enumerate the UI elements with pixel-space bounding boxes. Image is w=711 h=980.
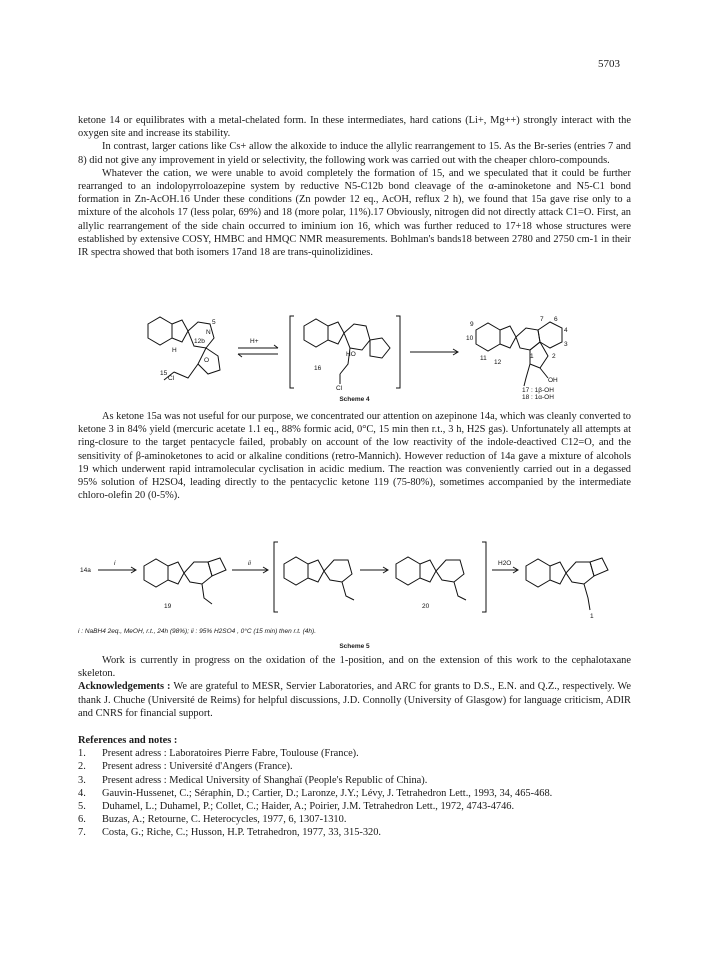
scheme-5 [78,538,631,650]
scheme-5-title: Scheme 5 [339,643,370,650]
reference-item [78,747,631,760]
reference-text: Present adress : Medical University of Shanghaï (People's Republic of China). [102,774,428,786]
s4-atom-6: 6 [554,316,558,323]
s4-atom-oh: OH [548,377,558,384]
s4-atom-10: 10 [466,335,474,342]
s4-atom-1: 1 [530,353,534,360]
s4-atom-cl: Cl [168,375,175,382]
scheme-5-drawing [78,538,631,620]
reference-number: 6. [78,814,86,826]
s4-label-16: 16 [314,365,322,372]
reference-item [78,787,631,800]
s4-atom-7: 7 [540,316,544,323]
reference-text: Gauvin-Hussenet, C.; Séraphin, D.; Cartier, D.; Laronze, J.Y.; Lévy, J. Tetrahedron Lett., 1993, 34, 465-468. [102,787,553,799]
acknowledgements [78,680,631,720]
s4-atom-ho: HO [346,351,356,358]
s5-start-label: 14a [80,567,91,574]
reference-number: 1. [78,748,86,760]
reference-text: Duhamel, L.; Duhamel, P.; Collet, C.; Haider, A.; Poirier, J.M. Tetrahedron Lett., 1972, 4743-4746. [102,801,515,813]
references-title: References and notes : [78,735,178,747]
s4-atom-h: H [172,347,177,354]
reference-number: 4. [78,787,86,799]
s5-label-1: 1 [590,613,594,620]
s5-label-20: 20 [422,603,430,610]
reference-text: Buzas, A.; Retourne, C. Heterocycles, 1977, 6, 1307-1310. [102,814,347,826]
s4-atom-5: 5 [212,319,216,326]
s4-atom-3: 3 [564,341,568,348]
s4-atom-o: O [204,357,210,364]
s4-atom-12b: 12b [194,338,205,345]
s4-atom-9: 9 [470,321,474,328]
s4-atom-12: 12 [494,359,502,366]
scheme-5-conditions: i : NaBH4 2eq., MeOH, r.t., 24h (98%); ii : 95% H2SO4 , 0°C (15 min) then r.t. (4h). [78,628,317,635]
s5-step-i: i [114,560,116,567]
acknowledgements-text: We are grateful to MESR, Servier Laboratories, and ARC for grants to D.S., E.N. and Q.Z., respectively. We thank J. Chuche (Université de Reims) for helpful discussions, J.D. Connolly (University of Glasgow) for language criticism, ADIR and CNRS for financial support. [78,681,631,719]
body-text-middle [78,410,631,502]
reference-text: Present adress : Université d'Angers (France). [102,761,293,773]
s5-step-ii: ii [248,560,251,567]
reference-item [78,760,631,773]
reference-text: Present adress : Laboratoires Pierre Fabre, Toulouse (France). [102,748,359,760]
s4-label-17: 17 : 1β-OH [522,387,554,394]
s4-atom-11: 11 [480,355,487,362]
reference-item [78,774,631,787]
reference-item [78,826,631,839]
scheme-4 [78,312,631,406]
s4-atom-n5: N [206,329,211,336]
body-text-bottom [78,654,631,840]
scheme-4-title: Scheme 4 [339,396,370,403]
reference-item [78,800,631,813]
s5-label-19: 19 [164,603,172,610]
s4-atom-2: 2 [552,353,556,360]
s4-label-18: 18 : 1α-OH [522,394,554,401]
reference-number: 3. [78,774,86,786]
reference-number: 5. [78,801,86,813]
paragraph-1: ketone 14 or equilibrates with a metal-chelated form. In these intermediates, hard cations (Li+, Mg++) strongly interact with the oxygen site and increase its stability. [78,115,631,140]
reference-text: Costa, G.; Riche, C.; Husson, H.P. Tetrahedron, 1977, 33, 315-320. [102,827,382,839]
s4-atom-cl2: Cl [336,385,343,392]
s4-atom-4: 4 [564,327,568,334]
reference-number: 7. [78,827,86,839]
reference-item [78,813,631,826]
acknowledgements-label: Acknowledgements : [78,681,171,693]
body-text-top [78,114,631,259]
paragraph-3: Whatever the cation, we were unable to avoid completely the formation of 15, and we speculated that it could be further rearranged to an indolopyrroloazepine system by reductive N5-C12b bond cleavage of the α-aminoketone and N5-C1 bond formation in Zn-AcOH.16 Under these conditions (Zn powder 12 eq., AcOH, reflux 2 h), we found that 15a gave rise only to a mixture of the alcohols 17 (less polar, 69%) and 18 (more polar, 11%).17 Obviously, nitrogen did not directly attack C1=O. First, an allylic rearrangement of the side chain occurred to iminium ion 16, which was further reduced to 17+18 whose structures were established by extensive COSY, HMBC and HMQC NMR measurements. Bohlman's bands18 between 2780 and 2750 cm-1 in their IR spectra showed that both isomers 17and 18 are trans-quinolizidines. [78,167,631,259]
s5-water: H2O [498,560,512,567]
reference-number: 2. [78,761,86,773]
s4-reagent: H+ [250,338,259,345]
references-list [78,747,631,839]
page-number: 5703 [598,58,620,70]
paragraph-5: Work is currently in progress on the oxidation of the 1-position, and on the extension of this work to the cephalotaxane skeleton. [78,655,631,680]
paragraph-2: In contrast, larger cations like Cs+ allow the alkoxide to induce the allylic rearrangement to 15. As the Br-series (entries 7 and 8) did not give any improvement in yield or selectivity, the following work was carried out with the cheaper chloro-compounds. [78,141,631,166]
s4-label-15: 15 [160,370,168,377]
paragraph-4: As ketone 15a was not useful for our purpose, we concentrated our attention on azepinone 14a, which was cleanly converted to ketone 3 in 84% yield (mercuric acetate 1.1 eq., 88% formic acid, 0°C, 15 min then r.t., 3 h, H2S gas). Unfortunately all attempts at ring-closure to the target pentacycle failed, probably on account of the low reactivity of the indole-deactived C12=O, and the sensitivity of β-aminoketones to acid or alkaline conditions (retro-Mannich). However reduction of 14a gave a mixture of alcohols 19 which underwent rapid intramolecular cyclisation in acidic medium. The reaction was conveniently carried out in a degassed 95% solution of H2SO4, leading directly to the pentacyclic ketone 119 (75-80%), sometimes accompanied by the intermediate chloro-olefin 20 (0-5%). [78,411,631,502]
